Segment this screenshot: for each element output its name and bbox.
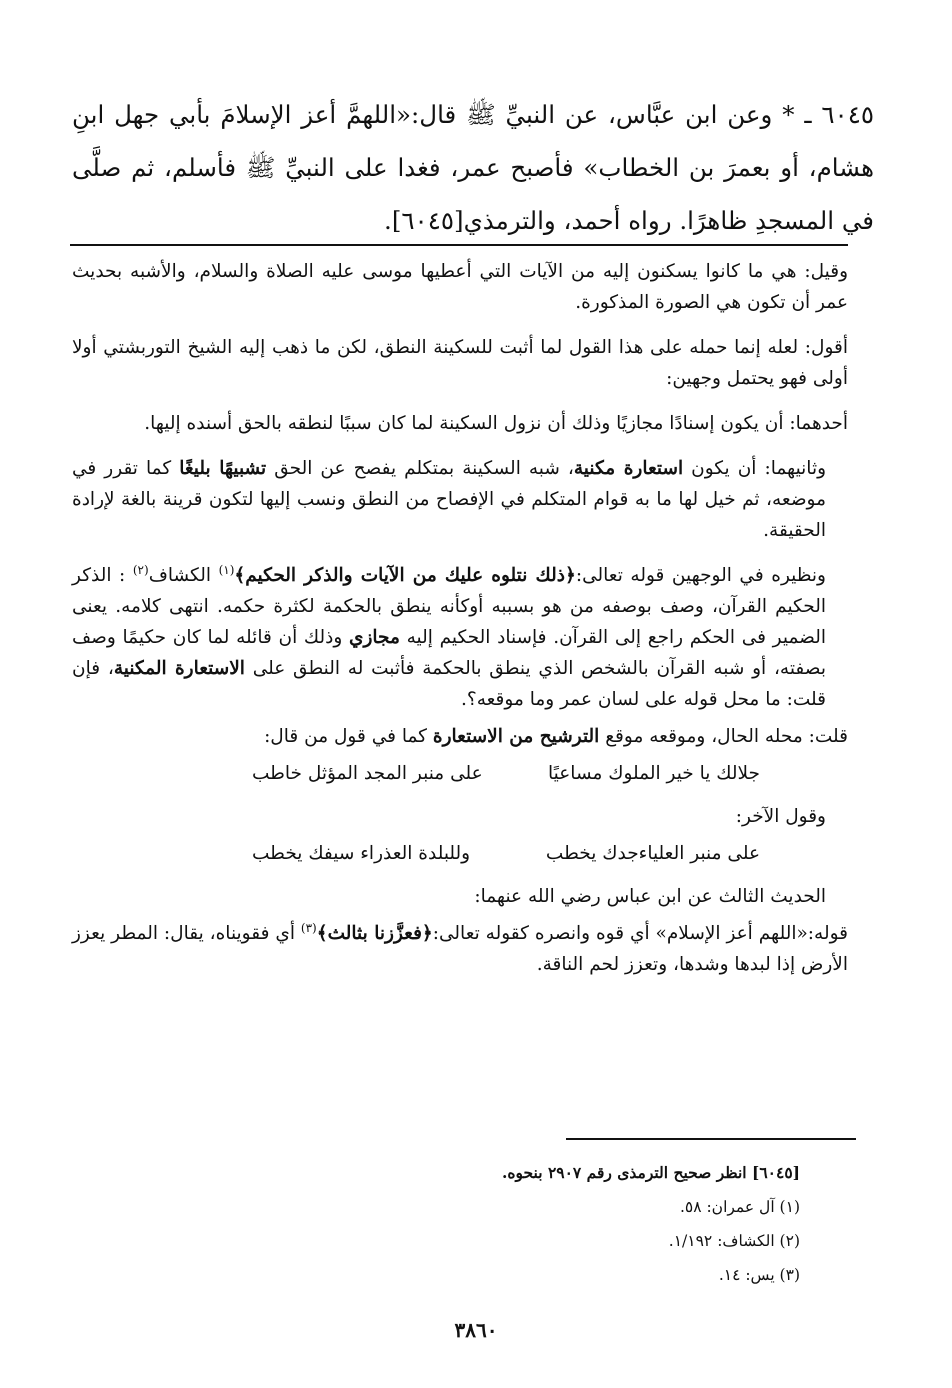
footnote-1: (١) آل عمران: ٥٨. <box>679 1198 800 1216</box>
bold-term: استعارة مكنية <box>573 458 684 479</box>
footnotes <box>96 1156 800 1292</box>
bold-term: الترشيح من الاستعارة <box>432 726 600 747</box>
footnote-ref: (٢) <box>132 562 149 577</box>
commentary-paragraph-6 <box>72 721 848 752</box>
commentary-text: وذلك أن قائله لما كان حكيمًا وصف بصفته، أو شبه القرآن بالشخص الذي ينطق بالحكمة فأثبت له النطق على <box>72 627 826 679</box>
verse-hemistich-left: على منبر المجد المؤثل خاطب <box>252 763 483 784</box>
commentary-text: أقول: لعله إنما حمله على هذا القول لما أثبت للسكينة النطق، لكن ما ذهب إليه الشيخ التوربشتي أولا أولى فهو يحتمل وجهين: <box>72 337 848 389</box>
commentary-text: الحديث الثالث عن ابن عباس رضي الله عنهما: <box>474 886 826 907</box>
footnote-3: (٣) يس: ١٤. <box>718 1266 800 1284</box>
commentary-text: قوله:«اللهم أعز الإسلام» أي قوه وانصره كقوله تعالى: <box>432 923 848 944</box>
commentary-text: كما تقرر في موضعه، ثم خيل لها ما به قوام المتكلم في الإفصاح من النطق ونسب إليها لتكون قرينة بالغة لإرادة الحقيقة. <box>72 458 826 541</box>
commentary-paragraph-7 <box>72 801 848 832</box>
poetry-verse-2 <box>72 838 848 869</box>
verse-hemistich-right: على منبر العلياءجدك يخطب <box>545 843 760 864</box>
quran-verse: ﴿ذلك نتلوه عليك من الآيات والذكر الحكيم﴾ <box>234 565 576 586</box>
footnote-ref: (٣) <box>300 920 317 935</box>
commentary-text: ونظيره في الوجهين قوله تعالى: <box>575 565 826 586</box>
footnote-2: (٢) الكشاف: ١/١٩٢. <box>668 1232 800 1250</box>
commentary-text: الكشاف <box>148 565 219 586</box>
commentary-paragraph-4 <box>72 453 848 546</box>
verse-hemistich-left: وللبلدة العذراء سيفك يخطب <box>252 843 471 864</box>
poetry-verse-1 <box>72 758 848 789</box>
commentary-text: وقول الآخر: <box>735 806 826 827</box>
footnote-ref: (١) <box>218 562 235 577</box>
commentary-text: ، شبه السكينة بمتكلم يفصح عن الحق <box>266 458 574 479</box>
commentary-text: قلت: محله الحال، وموقعه موقع <box>599 726 848 747</box>
commentary-text: أحدهما: أن يكون إسنادًا مجازيًا وذلك أن نزول السكينة لما كان سببًا لنطقه بالحق أسنده إليها. <box>144 413 848 434</box>
hadith-text <box>72 88 874 247</box>
commentary-paragraph-2 <box>72 332 848 394</box>
commentary-text: : الذكر الحكيم القرآن، وصف بوصفه من هو بسببه أوكأنه ينطق بالحكمة لكثرة حكمه. انتهى كلامه. يعنى الضمير فى الحكم راجع إلى القرآن. فإسناد الحكيم إليه <box>72 565 826 648</box>
bold-term: تشبيهًا بليغًا <box>179 458 267 479</box>
commentary-text: وثانيهما: أن يكون <box>683 458 827 479</box>
commentary-paragraph-1 <box>72 256 848 318</box>
bold-term: الاستعارة المكنية <box>113 658 245 679</box>
footnote-divider <box>566 1138 856 1140</box>
commentary-paragraph-3 <box>72 408 848 439</box>
bold-term: مجازي <box>349 627 400 648</box>
commentary-text: أي فقويناه، يقال: المطر يعزز الأرض إذا لبدها وشدها، وتعزز لحم الناقة. <box>72 923 848 975</box>
hadith-number: ٦٠٤٥ ـ <box>804 100 875 129</box>
commentary-paragraph-5 <box>72 560 848 715</box>
commentary-text: وقيل: هي ما كانوا يسكنون إليه من الآيات التي أعطيها موسى عليه الصلاة والسلام، والأشبه بحديث عمر أن تكون هي الصورة المذكورة. <box>72 261 848 313</box>
commentary-text: كما في قول من قال: <box>264 726 433 747</box>
page-number: ٣٨٦٠ <box>454 1318 498 1342</box>
verse-hemistich-right: جلالك يا خير الملوك مساعيًا <box>548 763 760 784</box>
footnote-source: [٦٠٤٥] انظر صحيح الترمذى رقم ٢٩٠٧ بنحوه. <box>502 1163 800 1182</box>
section-divider <box>70 244 848 246</box>
commentary-text: ، فإن قلت: ما محل قوله على لسان عمر وما موقعه؟. <box>72 658 826 710</box>
hadith-body: وعن ابن عبَّاس، عن النبيِّ ﷺ قال:«اللهمَّ أعز الإسلامَ بأبي جهل ابنِ هشام، أو بعمرَ بن الخطاب» فأصبح عمر، فغدا على النبيِّ ﷺ فأسلم، ثم صلَّى في المسجدِ ظاهرًا. رواه أحمد، والترمذي[٦٠٤٥]. <box>72 100 874 235</box>
commentary <box>72 256 848 994</box>
hadith-star: * <box>782 100 795 129</box>
quran-verse: ﴿فعزَّزنا بثالث﴾ <box>316 923 433 944</box>
third-hadith-heading <box>72 881 848 912</box>
commentary-paragraph-8 <box>72 918 848 980</box>
